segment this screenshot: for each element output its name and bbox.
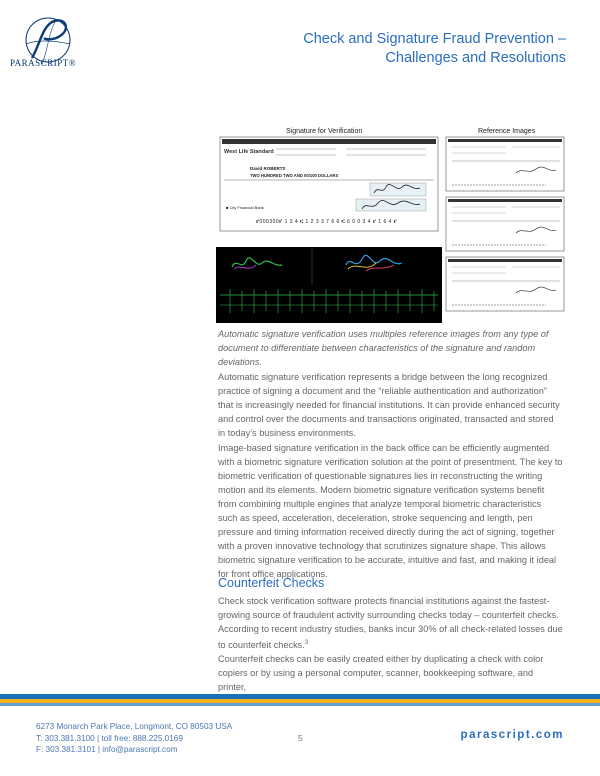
check-header-band [222, 139, 436, 144]
reference-check-1 [446, 137, 564, 191]
document-title [266, 30, 566, 68]
section-heading: Counterfeit Checks [218, 576, 325, 590]
check-bank-footer: ■ City Financial Bank [226, 205, 264, 210]
footer-fax-email: F: 303.381.3101 | info@parascript.com [36, 745, 178, 754]
title-line-2: Challenges and Resolutions [385, 50, 566, 66]
figure-illustration [216, 125, 568, 323]
check-payee: David ROBERTS [250, 166, 286, 171]
check-amount-words: TWO HUNDRED TWO AND 00/100 DOLLARS [250, 173, 339, 178]
check-bank-name: West Life Standard [224, 149, 274, 155]
section-paragraph-1-text: Check stock verification software protects financial institutions against the fastest-growing source of fraudulent activity surrounding checks today – counterfeit checks. According to recent industry studies, banks incur 30% of all check-related losses due to counterfeit checks. [218, 596, 563, 651]
paragraph-1: Automatic signature verification represents a bridge between the long recognized practice of signing a document and the “reliable authentication and authorization” that is increasingly needed for financial institutions. It can provide enhanced security and control over the documents and transactions originated, transacted and stored in today’s business environments. [218, 372, 560, 438]
footnote-ref: 3 [304, 640, 309, 646]
section-paragraph-2: Counterfeit checks can be easily created either by duplicating a check with color copiers or by using a personal computer, scanner, bookkeeping software, and printer, [218, 654, 544, 692]
signature-box-2 [356, 199, 426, 211]
title-line-1: Check and Signature Fraud Prevention – [303, 31, 566, 47]
footer-address: 6273 Monarch Park Place, Longmont, CO 80503 USA [36, 722, 233, 731]
logo-wordmark: PARASCRIPT® [10, 58, 77, 68]
footer-contact [36, 721, 232, 756]
figure-caption: Automatic signature verification uses multiples reference images from any type of document to differentiate between characteristics of the signature and random deviations. [218, 329, 549, 367]
check-micr-line: ⑈000300⑈ 1 3 4 ⑆ 1 2 3 3 7 6 6 ⑆ 6 0 0 3 4 ⑈ 1 6 4 ⑈ [256, 219, 398, 225]
reference-check-2 [446, 197, 564, 251]
page-number: 5 [298, 733, 303, 743]
label-reference-images: Reference Images [478, 128, 536, 135]
paragraph-2: Image-based signature verification in the back office can be efficiently augmented with a biometric signature verification solution at the point of presentment. The key to biometric verification of questionable signatures lies in reconstructing the writing motion and its elements. Modern biometric signature verification systems benefit from combining multiple engines that analyze temporal biometric characteristics such as speed, acceleration, deceleration, stroke sequencing and length, pen pressure and timing information received directly during the act of signing, together with a proven innovative technology that scrutinizes signature shape. This allows biometric signature verification to be accurate, intuitive and fast, and making it ideal for front office applications. [218, 443, 563, 579]
section-paragraph-1 [218, 594, 563, 652]
signature-verification-figure [216, 125, 568, 323]
footer-bar-lightblue [0, 703, 600, 706]
reference-check-3 [446, 257, 564, 311]
label-signature-for-verification: Signature for Verification [286, 128, 363, 135]
footer-phone: T: 303.381.3100 | toll free: 888.225.0169 [36, 733, 183, 743]
website-link[interactable]: parascript.com [460, 729, 564, 741]
